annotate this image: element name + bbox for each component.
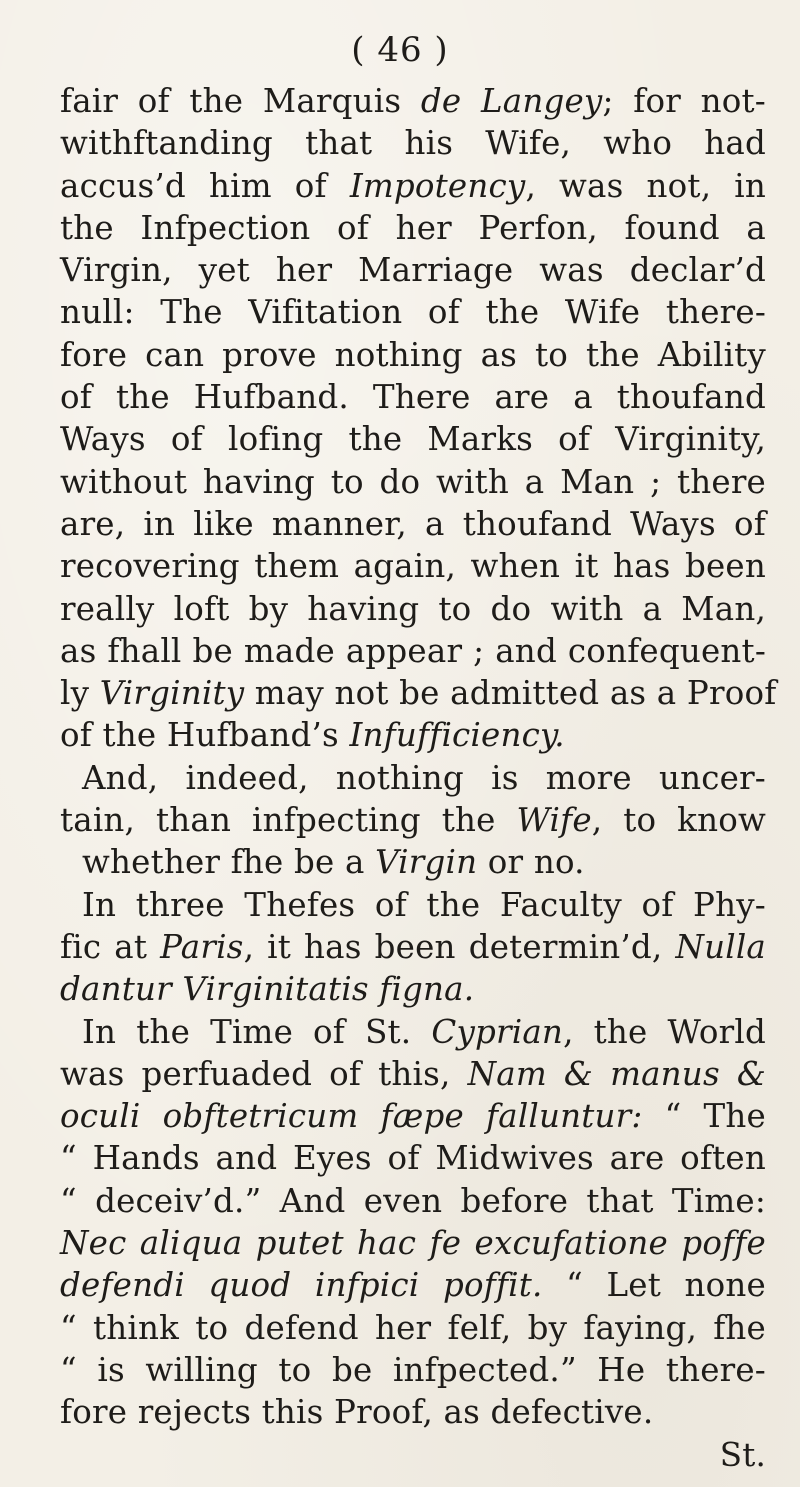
text-line xyxy=(60,291,766,333)
text-line xyxy=(60,968,766,1010)
text-line xyxy=(60,1095,766,1137)
text-line xyxy=(60,249,766,291)
text-run: as fhall be made appear ; and confequent- xyxy=(60,631,766,670)
text-line xyxy=(60,1180,766,1222)
text-line xyxy=(60,799,766,841)
italic-text-run: Paris xyxy=(160,927,244,966)
italic-text-run: Cyprian xyxy=(431,1012,564,1051)
text-line xyxy=(60,1011,766,1053)
text-line xyxy=(60,461,766,503)
text-line xyxy=(60,630,766,672)
text-run: ; for not- xyxy=(602,82,766,120)
text-line xyxy=(60,376,766,418)
text-line xyxy=(60,588,766,630)
text-run: In the Time of St. xyxy=(82,1012,432,1051)
text-line xyxy=(60,80,766,122)
text-run: recovering them again, when it has been xyxy=(60,547,766,586)
body-text xyxy=(60,80,777,1476)
text-line xyxy=(60,1137,766,1179)
text-run: , was not, in xyxy=(525,166,766,205)
text-run: fore rejects this Proof, as defective. xyxy=(60,1393,654,1432)
italic-text-run: defendi quod infpici poffit. xyxy=(60,1266,543,1305)
text-run: of the Hufband. There are a thoufand xyxy=(60,378,766,417)
text-line xyxy=(60,503,766,545)
text-line xyxy=(60,714,766,756)
italic-text-run: dantur Virginitatis figna. xyxy=(60,970,475,1009)
text-run: , it has been determin’d, xyxy=(243,927,676,966)
text-line xyxy=(60,672,777,714)
italic-text-run: Wife xyxy=(516,801,592,840)
text-run: Ways of lofing the Marks of Virginity, xyxy=(60,420,766,459)
text-run: fore can prove nothing as to the Ability xyxy=(60,335,766,374)
catchword: St. xyxy=(719,1435,766,1474)
text-run: “ is willing to be infpected.” He there- xyxy=(60,1350,766,1389)
text-line xyxy=(60,122,766,164)
text-line xyxy=(60,1264,766,1306)
italic-text-run: Impotency xyxy=(349,166,526,205)
text-run: “ The xyxy=(642,1097,766,1136)
text-run: was perfuaded of this, xyxy=(60,1054,468,1093)
text-line xyxy=(60,841,766,883)
text-line xyxy=(60,1053,766,1095)
text-run: withftanding that his Wife, who had xyxy=(60,124,766,163)
page-number: ( 46 ) xyxy=(351,30,449,70)
text-run: the Infpection of her Perfon, found a xyxy=(60,208,766,247)
italic-text-run: oculi obftetricum fæpe falluntur: xyxy=(60,1097,643,1136)
text-run: In three Thefes of the Faculty of Phy- xyxy=(82,885,766,924)
text-line xyxy=(60,334,766,376)
italic-text-run: Nam & manus & xyxy=(467,1054,766,1093)
italic-text-run: de Langey xyxy=(420,82,603,120)
text-line xyxy=(60,165,766,207)
text-line xyxy=(60,1222,766,1264)
text-run: really loft by having to do with a Man, xyxy=(60,589,766,628)
text-line xyxy=(60,1349,766,1391)
text-line xyxy=(60,1307,766,1349)
text-run: “ Let none xyxy=(542,1266,766,1305)
text-line xyxy=(60,757,766,799)
text-run: tain, than infpecting the xyxy=(60,801,517,840)
text-run: fic at xyxy=(60,927,161,966)
italic-text-run: Nec aliqua putet hac fe excufatione poffe xyxy=(60,1224,766,1263)
text-line xyxy=(60,418,766,460)
text-line xyxy=(60,1391,766,1433)
text-run: whether fhe be a xyxy=(82,843,376,882)
text-run: without having to do with a Man ; there xyxy=(60,462,766,501)
text-run: or no. xyxy=(477,843,585,882)
text-run: And, indeed, nothing is more uncer- xyxy=(82,758,766,797)
text-line xyxy=(60,545,766,587)
text-run: fair of the Marquis xyxy=(60,82,421,120)
text-run: null: The Vifitation of the Wife there- xyxy=(60,293,766,332)
text-run: accus’d him of xyxy=(60,166,350,205)
italic-text-run: Virgin xyxy=(375,843,478,882)
text-run: Virgin, yet her Marriage was declar’d xyxy=(60,251,766,290)
text-run: “ Hands and Eyes of Midwives are often xyxy=(60,1139,766,1178)
text-line xyxy=(60,926,766,968)
text-run: of the Hufband’s xyxy=(60,716,350,755)
text-run: ly xyxy=(60,674,100,713)
text-run: may not be admitted as a Proof xyxy=(244,674,777,713)
text-run: , to know xyxy=(591,801,766,840)
text-line xyxy=(60,207,766,249)
text-run: are, in like manner, a thoufand Ways of xyxy=(60,504,766,543)
text-run: “ deceiv’d.” And even before that Time: xyxy=(60,1181,766,1220)
text-run: “ think to defend her felf, by faying, fhe xyxy=(60,1308,766,1347)
text-run: , the World xyxy=(563,1012,767,1051)
text-line xyxy=(60,884,766,926)
italic-text-run: Infufficiency. xyxy=(349,716,565,755)
italic-text-run: Virginity xyxy=(99,674,245,713)
italic-text-run: Nulla xyxy=(675,927,766,966)
